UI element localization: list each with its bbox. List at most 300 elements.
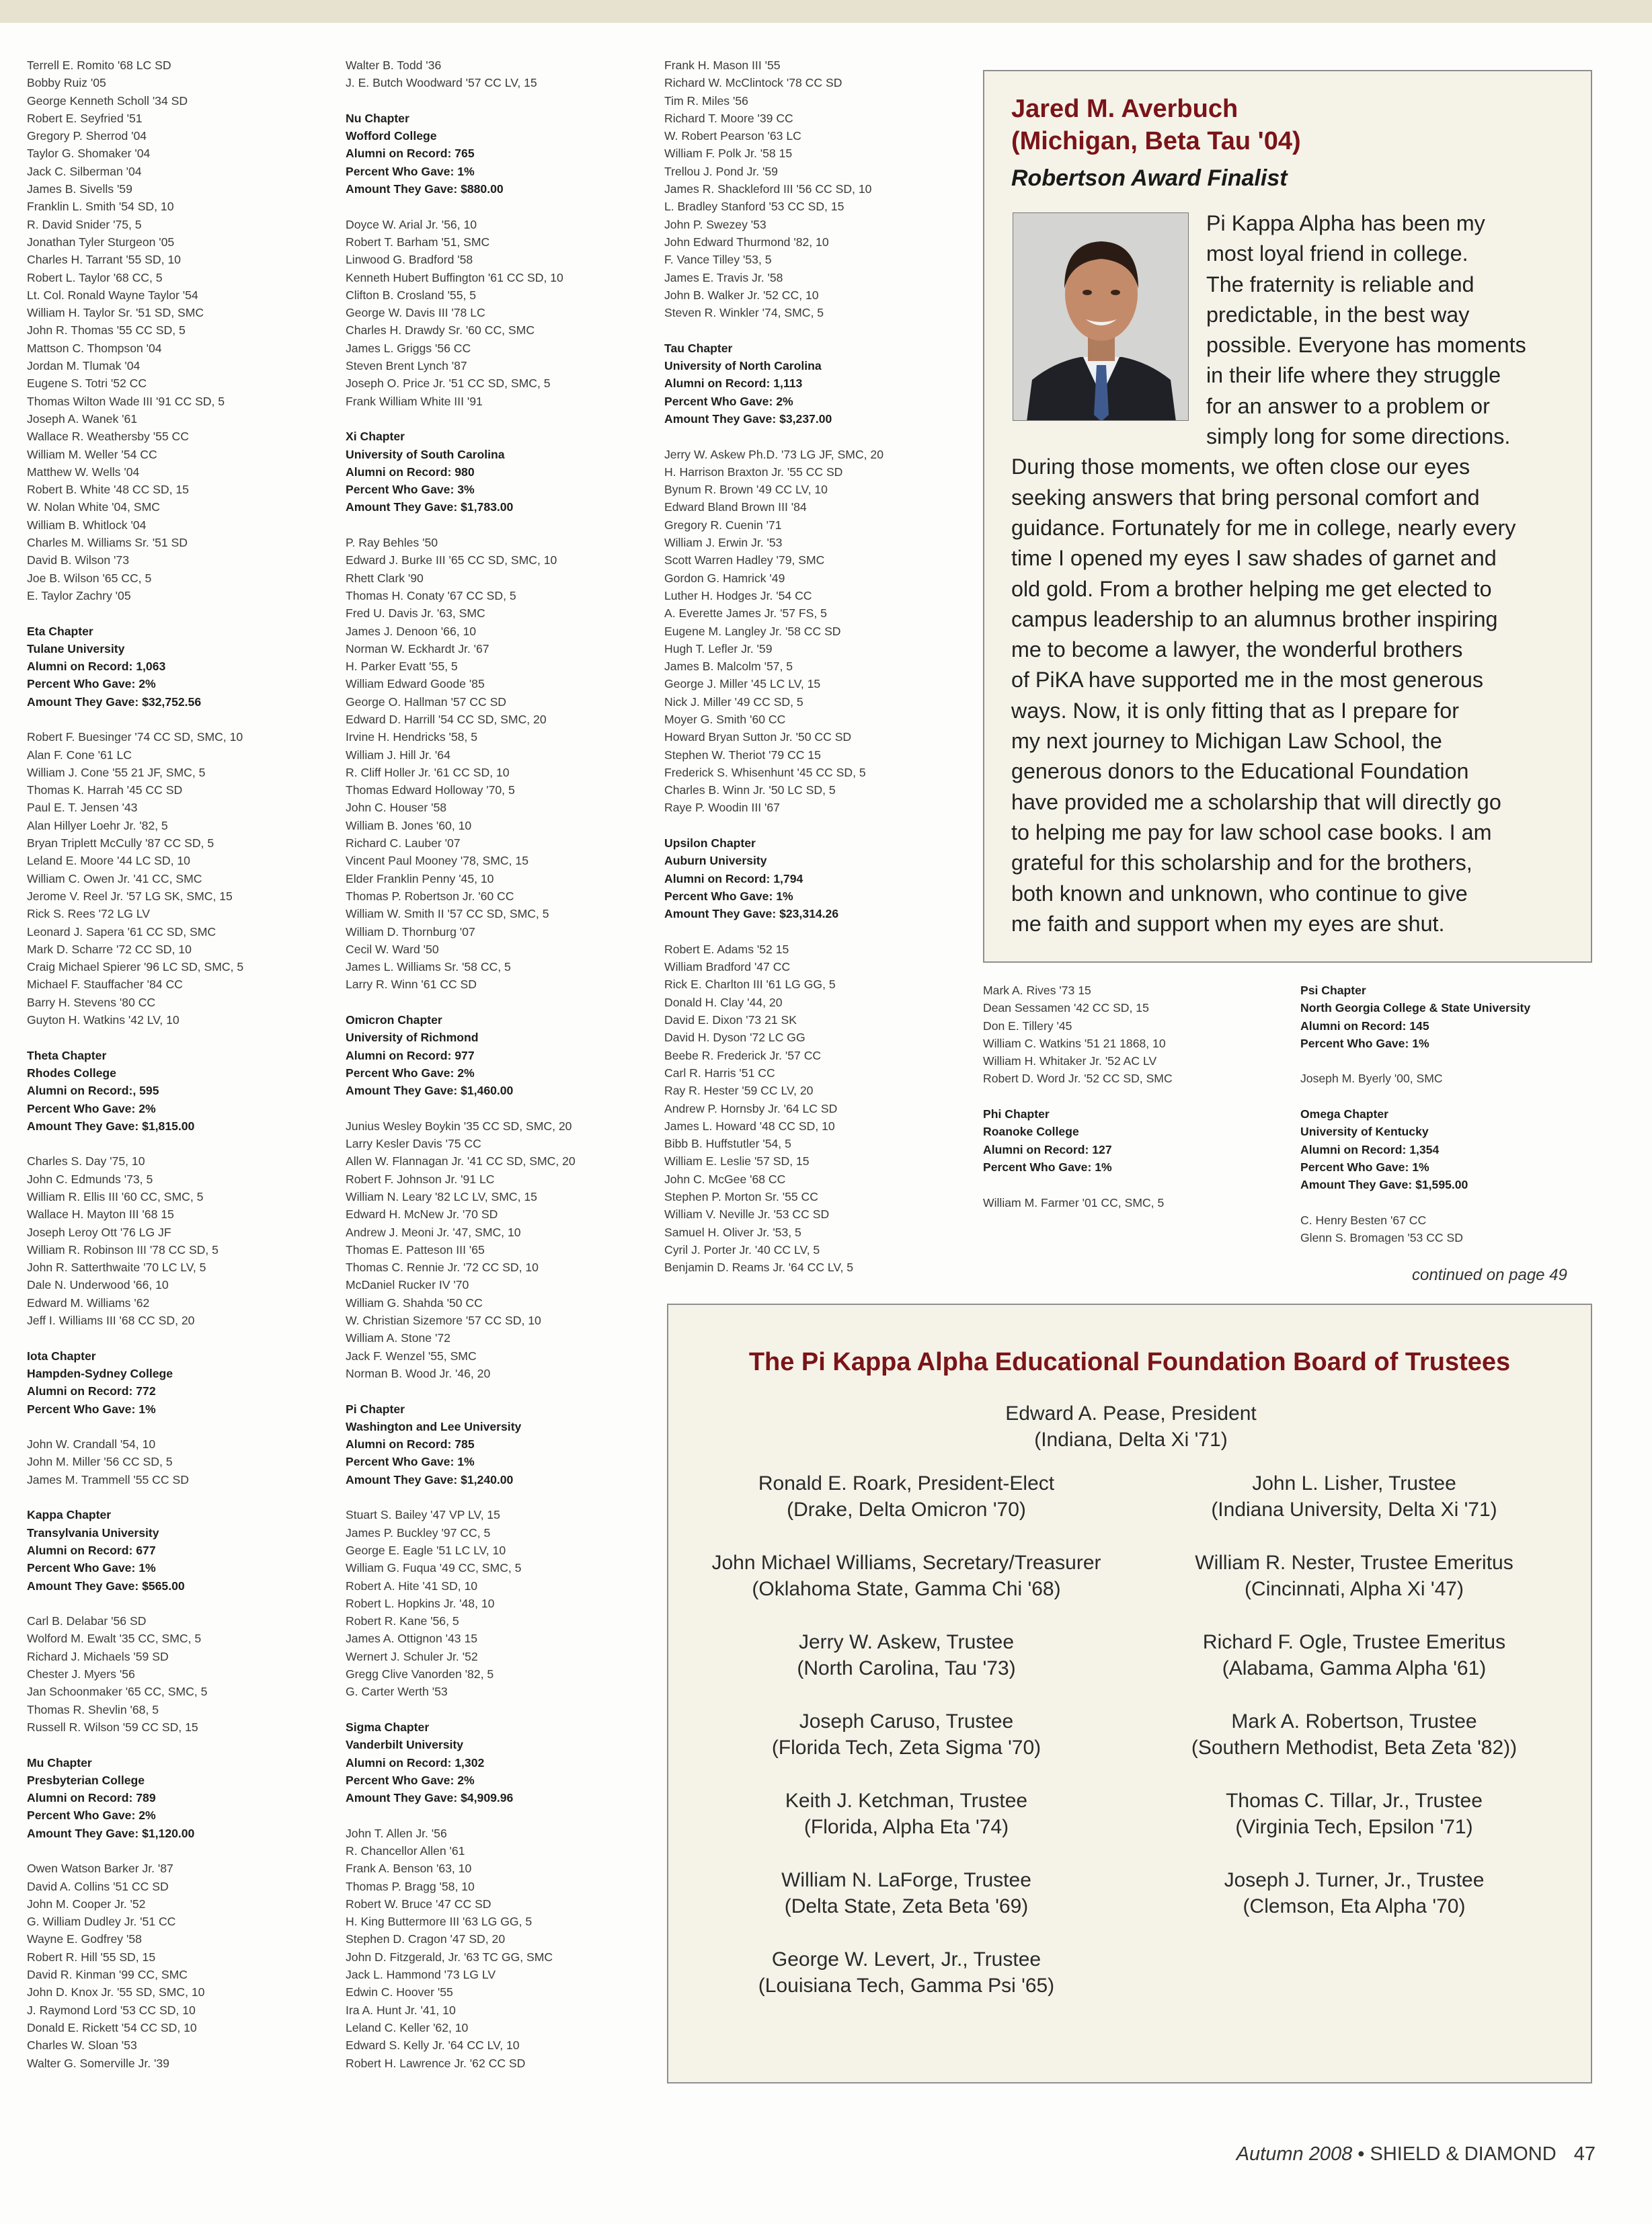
donor-column-5 (1300, 982, 1616, 1246)
donor-entry: Jan Schoonmaker '65 CC, SMC, 5 (27, 1685, 208, 1699)
chapter-info: Auburn University (664, 854, 767, 868)
donor-entry: Frank A. Benson '63, 10 (346, 1862, 472, 1876)
board-of-trustees (667, 1304, 1592, 2083)
donor-column-2 (346, 56, 662, 2072)
trustee-affiliation: (Indiana University, Delta Xi '71) (1211, 1499, 1497, 1521)
donor-entry: Frank William White III '91 (346, 394, 483, 408)
donor-entry: Jordan M. Tlumak '04 (27, 359, 141, 373)
spacer (1300, 1052, 1616, 1070)
chapter-info: Amount They Gave: $1,240.00 (346, 1472, 514, 1486)
chapter-info: University of North Carolina (664, 359, 822, 373)
quote-line: me faith and support when my eyes are shut. (1011, 911, 1445, 936)
donor-entry: William R. Robinson III '78 CC SD, 5 (27, 1242, 219, 1257)
donor-entry: David E. Dixon '73 21 SK (664, 1013, 797, 1027)
chapter-info: Upsilon Chapter (664, 836, 756, 850)
donor-entry: Stuart S. Bailey '47 VP LV, 15 (346, 1508, 500, 1522)
spacer (664, 321, 980, 339)
chapter-info: Percent Who Gave: 2% (664, 394, 793, 408)
continued-note: continued on page 49 (1412, 1266, 1567, 1284)
donor-entry: Wernert J. Schuler Jr. '52 (346, 1649, 478, 1663)
donor-entry: Russell R. Wilson '59 CC SD, 15 (27, 1720, 198, 1734)
donor-entry: Craig Michael Spierer '96 LC SD, SMC, 5 (27, 960, 244, 974)
donor-entry: Charles H. Drawdy Sr. '60 CC, SMC (346, 323, 535, 337)
profile-quote (1011, 208, 1576, 939)
donor-entry: William J. Erwin Jr. '53 (664, 536, 783, 550)
donor-entry: Thomas H. Conaty '67 CC SD, 5 (346, 588, 516, 602)
donor-entry: Barry H. Stevens '80 CC (27, 995, 156, 1009)
donor-entry: George J. Miller '45 LC LV, 15 (664, 677, 821, 691)
donor-entry: Howard Bryan Sutton Jr. '50 CC SD (664, 730, 852, 744)
trustee-left-2 (684, 1629, 1128, 1681)
footer-bullet: • (1358, 2143, 1365, 2165)
trustee-right-1 (1132, 1550, 1576, 1602)
chapter-info: Alumni on Record: 1,063 (27, 660, 166, 674)
quote-line: time I opened my eyes I saw shades of garnet and (1011, 546, 1497, 571)
donor-entry: Alan F. Cone '61 LC (27, 748, 132, 762)
donor-entry: Gregg Clive Vanorden '82, 5 (346, 1667, 494, 1681)
donor-entry: Richard W. McClintock '78 CC SD (664, 76, 842, 90)
trustee-affiliation: (Louisiana Tech, Gamma Psi '65) (758, 1975, 1055, 1997)
quote-line: seeking answers that bring personal comfort and (1011, 485, 1480, 510)
donor-entry: Stephen P. Morton Sr. '55 CC (664, 1190, 818, 1203)
donor-entry: John B. Walker Jr. '52 CC, 10 (664, 288, 819, 302)
chapter-info: Alumni on Record: 980 (346, 465, 475, 479)
chapter-info: Eta Chapter (27, 624, 93, 638)
donor-entry: Linwood G. Bradford '58 (346, 253, 473, 267)
trustee-name: Edward A. Pease, President (1005, 1402, 1257, 1425)
donor-entry: Wolford M. Ewalt '35 CC, SMC, 5 (27, 1632, 202, 1646)
donor-entry: Edward Bland Brown III '84 (664, 500, 807, 514)
donor-entry: Terrell E. Romito '68 LC SD (27, 58, 171, 72)
donor-entry: William G. Fuqua '49 CC, SMC, 5 (346, 1561, 522, 1575)
trustee-name: William N. LaForge, Trustee (781, 1869, 1031, 1891)
spacer (346, 1806, 662, 1824)
donor-entry: James R. Shackleford III '56 CC SD, 10 (664, 182, 872, 196)
donor-entry: Alan Hillyer Loehr Jr. '82, 5 (27, 818, 168, 832)
chapter-info: Presbyterian College (27, 1773, 145, 1787)
donor-entry: William G. Shahda '50 CC (346, 1296, 483, 1310)
chapter-info: Kappa Chapter (27, 1508, 112, 1522)
trustee-affiliation: (Florida Tech, Zeta Sigma '70) (771, 1737, 1041, 1759)
donor-entry: Charles S. Day '75, 10 (27, 1154, 145, 1168)
profile-name-line: Jared M. Averbuch (1011, 95, 1238, 123)
trustee-left-1 (684, 1550, 1128, 1602)
donor-entry: William J. Cone '55 21 JF, SMC, 5 (27, 765, 206, 779)
donor-column-3 (664, 56, 980, 1276)
quote-line: During those moments, we often close our eyes (1011, 454, 1470, 479)
donor-entry: John C. McGee '68 CC (664, 1172, 786, 1186)
quote-line: most loyal friend in college. (1206, 241, 1468, 266)
donor-entry: Andrew P. Hornsby Jr. '64 LC SD (664, 1101, 838, 1115)
donor-entry: Charles W. Sloan '53 (27, 2038, 137, 2053)
donor-entry: David H. Dyson '72 LC GG (664, 1031, 805, 1045)
chapter-info: Percent Who Gave: 1% (983, 1160, 1112, 1174)
donor-entry: Joseph A. Wanek '61 (27, 411, 138, 426)
donor-entry: Junius Wesley Boykin '35 CC SD, SMC, 20 (346, 1119, 572, 1133)
donor-entry: Leland E. Moore '44 LC SD, 10 (27, 854, 190, 868)
donor-entry: William H. Taylor Sr. '51 SD, SMC (27, 306, 204, 320)
donor-entry: Ray R. Hester '59 CC LV, 20 (664, 1084, 814, 1098)
donor-entry: Rick S. Rees '72 LG LV (27, 907, 150, 921)
board-title: The Pi Kappa Alpha Educational Foundation Board of Trustees (748, 1348, 1511, 1376)
page-number: 47 (1573, 2143, 1596, 2165)
spacer (346, 1100, 662, 1117)
chapter-info: University of Richmond (346, 1031, 479, 1045)
chapter-info: Alumni on Record: 765 (346, 147, 475, 161)
quote-line: have provided me a scholarship that will directly go (1011, 789, 1501, 814)
donor-entry: A. Everette James Jr. '57 FS, 5 (664, 606, 827, 621)
chapter-info: Amount They Gave: $880.00 (346, 182, 504, 196)
quote-line: me to become a lawyer, the wonderful brothers (1011, 637, 1463, 662)
donor-entry: John D. Fitzgerald, Jr. '63 TC GG, SMC (346, 1950, 553, 1964)
chapter-info: University of South Carolina (346, 447, 505, 461)
chapter-info: Percent Who Gave: 1% (346, 164, 475, 178)
chapter-info: Xi Chapter (346, 430, 405, 444)
chapter-info: Amount They Gave: $23,314.26 (664, 907, 839, 921)
donor-entry: Joe B. Wilson '65 CC, 5 (27, 571, 152, 585)
chapter-info: Percent Who Gave: 3% (346, 483, 475, 497)
donor-entry: Jerome V. Reel Jr. '57 LG SK, SMC, 15 (27, 889, 233, 903)
spacer (983, 1088, 1279, 1105)
trustee-affiliation: (Southern Methodist, Beta Zeta '82)) (1191, 1737, 1518, 1759)
donor-entry: William R. Ellis III '60 CC, SMC, 5 (27, 1190, 204, 1203)
chapter-info: Iota Chapter (27, 1349, 96, 1363)
trustee-right-5 (1132, 1867, 1576, 1919)
donor-entry: John R. Thomas '55 CC SD, 5 (27, 323, 186, 337)
quote-line: campus leadership to an alumnus brother inspiring (1011, 606, 1498, 631)
donor-entry: Michael F. Stauffacher '84 CC (27, 978, 183, 992)
donor-entry: Robert F. Johnson Jr. '91 LC (346, 1172, 495, 1186)
profile-award: Robertson Award Finalist (1011, 165, 1288, 191)
trustee-affiliation: (Clemson, Eta Alpha '70) (1243, 1895, 1466, 1917)
trustee-left-3 (684, 1708, 1128, 1761)
trustee-right-2 (1132, 1629, 1576, 1681)
donor-entry: Joseph O. Price Jr. '51 CC SD, SMC, 5 (346, 376, 551, 391)
donor-entry: Cecil W. Ward '50 (346, 942, 439, 956)
donor-entry: David R. Kinman '99 CC, SMC (27, 1968, 188, 1982)
donor-entry: H. King Buttermore III '63 LG GG, 5 (346, 1915, 533, 1929)
chapter-info: Percent Who Gave: 2% (346, 1773, 475, 1787)
donor-entry: Gordon G. Hamrick '49 (664, 571, 785, 585)
donor-entry: George E. Eagle '51 LC LV, 10 (346, 1543, 506, 1557)
donor-entry: Samuel H. Oliver Jr. '53, 5 (664, 1225, 801, 1239)
chapter-info: Amount They Gave: $1,783.00 (346, 500, 514, 514)
chapter-info: Alumni on Record: 789 (27, 1791, 156, 1805)
quote-line: of PiKA have supported me in the most generous (1011, 668, 1483, 692)
donor-entry: George O. Hallman '57 CC SD (346, 694, 507, 709)
donor-entry: Larry R. Winn '61 CC SD (346, 978, 477, 992)
donor-entry: Gregory P. Sherrod '04 (27, 129, 147, 143)
donor-entry: H. Parker Evatt '55, 5 (346, 660, 458, 674)
donor-entry: James P. Buckley '97 CC, 5 (346, 1525, 491, 1540)
chapter-info: Alumni on Record: 1,113 (664, 376, 803, 391)
donor-entry: William H. Whitaker Jr. '52 AC LV (983, 1054, 1157, 1068)
donor-entry: Thomas P. Bragg '58, 10 (346, 1879, 475, 1893)
chapter-info: North Georgia College & State University (1300, 1001, 1531, 1015)
donor-entry: Charles H. Tarrant '55 SD, 10 (27, 253, 181, 267)
donor-entry: McDaniel Rucker IV '70 (346, 1278, 469, 1292)
trustee-affiliation: (Florida, Alpha Eta '74) (803, 1816, 1009, 1838)
donor-column-1 (27, 56, 343, 2072)
donor-entry: Robert T. Barham '51, SMC (346, 235, 490, 249)
donor-entry: John W. Crandall '54, 10 (27, 1437, 156, 1452)
chapter-info: University of Kentucky (1300, 1125, 1429, 1139)
spacer (27, 1595, 343, 1612)
donor-entry: Edward M. Williams '62 (27, 1296, 150, 1310)
profile-name (1011, 93, 1301, 157)
donor-entry: Carl B. Delabar '56 SD (27, 1614, 147, 1628)
chapter-info: Washington and Lee University (346, 1419, 522, 1433)
donor-entry: Robert F. Buesinger '74 CC SD, SMC, 10 (27, 730, 243, 744)
page-footer (1236, 2143, 1596, 2166)
donor-entry: Taylor G. Shomaker '04 (27, 147, 151, 161)
donor-entry: William J. Hill Jr. '64 (346, 748, 450, 762)
trustee-left-5 (684, 1867, 1128, 1919)
donor-entry: Bobby Ruiz '05 (27, 76, 106, 90)
trustee-name: William R. Nester, Trustee Emeritus (1195, 1552, 1513, 1574)
trustee-left-6 (684, 1946, 1128, 1999)
chapter-info: Alumni on Record: 145 (1300, 1019, 1429, 1033)
donor-entry: Thomas Wilton Wade III '91 CC SD, 5 (27, 394, 225, 408)
spacer (346, 516, 662, 534)
donor-entry: J. E. Butch Woodward '57 CC LV, 15 (346, 76, 537, 90)
donor-entry: Charles M. Williams Sr. '51 SD (27, 536, 188, 550)
donor-entry: Kenneth Hubert Buffington '61 CC SD, 10 (346, 270, 563, 284)
quote-line: for an answer to a problem or (1206, 393, 1490, 418)
donor-entry: Leonard J. Sapera '61 CC SD, SMC (27, 924, 217, 939)
donor-entry: Richard T. Moore '39 CC (664, 111, 793, 125)
chapter-info: Vanderbilt University (346, 1738, 464, 1752)
donor-entry: Edward H. McNew Jr. '70 SD (346, 1207, 498, 1222)
chapter-info: Percent Who Gave: 2% (346, 1066, 475, 1080)
donor-entry: Bibb B. Huffstutler '54, 5 (664, 1137, 791, 1151)
chapter-info: Alumni on Record:, 595 (27, 1084, 159, 1098)
donor-entry: H. Harrison Braxton Jr. '55 CC SD (664, 465, 843, 479)
donor-entry: John C. Houser '58 (346, 801, 447, 815)
spacer (27, 1488, 343, 1506)
donor-entry: James L. Griggs '56 CC (346, 341, 471, 355)
donor-entry: Norman W. Eckhardt Jr. '67 (346, 641, 489, 656)
donor-entry: Jeff I. Williams III '68 CC SD, 20 (27, 1314, 195, 1328)
donor-entry: Dean Sessamen '42 CC SD, 15 (983, 1001, 1149, 1015)
donor-entry: Rhett Clark '90 (346, 571, 424, 585)
donor-entry: Gregory R. Cuenin '71 (664, 518, 782, 532)
donor-entry: R. David Snider '75, 5 (27, 217, 142, 231)
donor-entry: James B. Sivells '59 (27, 182, 132, 196)
donor-entry: Trellou J. Pond Jr. '59 (664, 164, 778, 178)
trustee-name: Joseph J. Turner, Jr., Trustee (1224, 1869, 1485, 1891)
quote-line: guidance. Fortunately for me in college, nearly every (1011, 515, 1516, 540)
donor-entry: William N. Leary '82 LC LV, SMC, 15 (346, 1190, 537, 1203)
donor-entry: John P. Swezey '53 (664, 217, 766, 231)
donor-entry: Moyer G. Smith '60 CC (664, 712, 786, 726)
chapter-info: Amount They Gave: $1,120.00 (27, 1826, 195, 1840)
donor-entry: Thomas R. Shevlin '68, 5 (27, 1702, 159, 1716)
quote-line: grateful for this scholarship and for the brothers, (1011, 850, 1472, 875)
spacer (346, 198, 662, 215)
donor-entry: Robert R. Hill '55 SD, 15 (27, 1950, 156, 1964)
donor-entry: William B. Whitlock '04 (27, 518, 147, 532)
donor-entry: William Bradford '47 CC (664, 960, 791, 974)
quote-line: generous donors to the Educational Foundation (1011, 759, 1469, 784)
donor-entry: Walter B. Todd '36 (346, 58, 442, 72)
donor-entry: E. Taylor Zachry '05 (27, 588, 131, 602)
donor-entry: Richard C. Lauber '07 (346, 836, 461, 850)
donor-entry: Robert R. Kane '56, 5 (346, 1614, 459, 1628)
trustee-name: Joseph Caruso, Trustee (799, 1710, 1014, 1733)
trustee-affiliation: (Cincinnati, Alpha Xi '47) (1245, 1578, 1464, 1600)
donor-entry: Norman B. Wood Jr. '46, 20 (346, 1366, 491, 1380)
donor-entry: Allen W. Flannagan Jr. '41 CC SD, SMC, 20 (346, 1154, 576, 1168)
donor-entry: Matthew W. Wells '04 (27, 465, 140, 479)
trustee-name: John L. Lisher, Trustee (1252, 1472, 1456, 1495)
donor-entry: Richard J. Michaels '59 SD (27, 1649, 169, 1663)
chapter-info: Percent Who Gave: 1% (664, 889, 793, 903)
donor-entry: Owen Watson Barker Jr. '87 (27, 1862, 173, 1876)
donor-entry: Edward D. Harrill '54 CC SD, SMC, 20 (346, 712, 547, 726)
donor-entry: Steven R. Winkler '74, SMC, 5 (664, 306, 824, 320)
quote-line: old gold. From a brother helping me get elected to (1011, 576, 1492, 601)
chapter-info: Alumni on Record: 1,794 (664, 871, 803, 885)
donor-entry: R. Cliff Holler Jr. '61 CC SD, 10 (346, 765, 510, 779)
chapter-info: Amount They Gave: $3,237.00 (664, 411, 832, 426)
donor-entry: Walter G. Somerville Jr. '39 (27, 2056, 169, 2070)
spacer (27, 604, 343, 622)
trustee-affiliation: (Delta State, Zeta Beta '69) (784, 1895, 1029, 1917)
donor-entry: James J. Denoon '66, 10 (346, 624, 477, 638)
donor-entry: Chester J. Myers '56 (27, 1667, 135, 1681)
issue-season: Autumn 2008 (1236, 2143, 1353, 2165)
chapter-info: Rhodes College (27, 1066, 116, 1080)
spacer (27, 1842, 343, 1860)
donor-entry: G. Carter Werth '53 (346, 1685, 448, 1699)
donor-entry: Elder Franklin Penny '45, 10 (346, 871, 494, 885)
donor-entry: P. Ray Behles '50 (346, 536, 438, 550)
chapter-info: Amount They Gave: $1,815.00 (27, 1119, 195, 1133)
donor-entry: William D. Thornburg '07 (346, 924, 475, 939)
spacer (346, 410, 662, 428)
donor-entry: Robert B. White '48 CC SD, 15 (27, 483, 189, 497)
trustee-affiliation: (Drake, Delta Omicron '70) (787, 1499, 1026, 1521)
chapter-info: Percent Who Gave: 1% (27, 1402, 156, 1416)
chapter-info: Alumni on Record: 977 (346, 1048, 475, 1062)
trustee-name: Mark A. Robertson, Trustee (1231, 1710, 1477, 1733)
quote-line: my next journey to Michigan Law School, the (1011, 729, 1442, 754)
donor-entry: Robert W. Bruce '47 CC SD (346, 1897, 491, 1911)
chapter-info: Nu Chapter (346, 111, 409, 125)
donor-entry: Thomas E. Patteson III '65 (346, 1242, 485, 1257)
donor-entry: Mark D. Scharre '72 CC SD, 10 (27, 942, 192, 956)
donor-entry: David A. Collins '51 CC SD (27, 1879, 169, 1893)
donor-entry: Larry Kesler Davis '75 CC (346, 1137, 481, 1151)
trustee-name: John Michael Williams, Secretary/Treasurer (711, 1552, 1101, 1574)
donor-entry: W. Christian Sizemore '57 CC SD, 10 (346, 1314, 541, 1328)
donor-entry: Jack C. Silberman '04 (27, 164, 142, 178)
donor-entry: James E. Travis Jr. '58 (664, 270, 783, 284)
donor-entry: Robert H. Lawrence Jr. '62 CC SD (346, 2056, 526, 2070)
trustee-name: Keith J. Ketchman, Trustee (785, 1790, 1028, 1812)
profile-chapter-line: (Michigan, Beta Tau '04) (1011, 127, 1301, 155)
trustee-right-3 (1132, 1708, 1576, 1761)
donor-entry: John M. Cooper Jr. '52 (27, 1897, 146, 1911)
donor-entry: Thomas P. Robertson Jr. '60 CC (346, 889, 514, 903)
donor-entry: Jack F. Wenzel '55, SMC (346, 1349, 477, 1363)
donor-entry: Cyril J. Porter Jr. '40 CC LV, 5 (664, 1242, 820, 1257)
donor-entry: Raye P. Woodin III '67 (664, 801, 780, 815)
spacer (664, 923, 980, 941)
donor-entry: F. Vance Tilley '53, 5 (664, 253, 772, 267)
chapter-info: Wofford College (346, 129, 437, 143)
donor-entry: Thomas Edward Holloway '70, 5 (346, 783, 515, 797)
donor-entry: Frederick S. Whisenhunt '45 CC SD, 5 (664, 765, 866, 779)
trustee-affiliation: (North Carolina, Tau '73) (797, 1657, 1016, 1679)
donor-entry: William F. Polk Jr. '58 15 (664, 147, 793, 161)
donor-entry: James B. Malcolm '57, 5 (664, 660, 793, 674)
quote-line: possible. Everyone has moments (1206, 333, 1526, 358)
donor-entry: James A. Ottignon '43 15 (346, 1632, 478, 1646)
trustee-name: Richard F. Ogle, Trustee Emeritus (1202, 1631, 1506, 1653)
trustee-left-4 (684, 1788, 1128, 1840)
donor-entry: R. Chancellor Allen '61 (346, 1843, 465, 1858)
quote-line: The fraternity is reliable and (1206, 272, 1474, 296)
spacer (346, 1488, 662, 1506)
donor-column-4 (983, 982, 1279, 1212)
donor-entry: George W. Davis III '78 LC (346, 306, 485, 320)
donor-entry: L. Bradley Stanford '53 CC SD, 15 (664, 200, 844, 214)
donor-entry: Joseph Leroy Ott '76 LG JF (27, 1225, 171, 1239)
chapter-info: Psi Chapter (1300, 984, 1366, 997)
chapter-info: Alumni on Record: 1,302 (346, 1755, 485, 1770)
trustee-name: Jerry W. Askew, Trustee (798, 1631, 1015, 1653)
donor-entry: John Edward Thurmond '82, 10 (664, 235, 829, 249)
donor-entry: Dale N. Underwood '66, 10 (27, 1278, 169, 1292)
donor-entry: Edwin C. Hoover '55 (346, 1985, 453, 1999)
quote-line: to helping me pay for law school case books. I am (1011, 820, 1492, 844)
donor-entry: Robert D. Word Jr. '52 CC SD, SMC (983, 1072, 1173, 1086)
donor-entry: Thomas C. Rennie Jr. '72 CC SD, 10 (346, 1261, 539, 1275)
quote-line: predictable, in the best way (1206, 302, 1470, 327)
donor-entry: Lt. Col. Ronald Wayne Taylor '54 (27, 288, 198, 302)
spacer (27, 1736, 343, 1753)
spacer (1300, 1088, 1616, 1105)
donor-entry: Donald E. Rickett '54 CC SD, 10 (27, 2020, 197, 2034)
quote-line: Pi Kappa Alpha has been my (1206, 211, 1485, 235)
donor-entry: Eugene S. Totri '52 CC (27, 376, 147, 391)
donor-entry: Joseph M. Byerly '00, SMC (1300, 1072, 1443, 1086)
donor-entry: William Edward Goode '85 (346, 677, 485, 691)
chapter-info: Percent Who Gave: 1% (1300, 1036, 1429, 1050)
donor-entry: James M. Trammell '55 CC SD (27, 1472, 189, 1486)
chapter-info: Omicron Chapter (346, 1013, 442, 1027)
chapter-info: Transylvania University (27, 1525, 159, 1540)
donor-entry: Charles B. Winn Jr. '50 LC SD, 5 (664, 783, 836, 797)
donor-entry: Steven Brent Lynch '87 (346, 359, 467, 373)
donor-entry: W. Nolan White '04, SMC (27, 500, 160, 514)
donor-entry: J. Raymond Lord '53 CC SD, 10 (27, 2003, 196, 2017)
spacer (983, 1176, 1279, 1193)
page-top-edge (0, 0, 1652, 23)
donor-entry: Stephen D. Cragon '47 SD, 20 (346, 1932, 506, 1946)
trustee-name: Thomas C. Tillar, Jr., Trustee (1226, 1790, 1483, 1812)
donor-entry: Jack L. Hammond '73 LG LV (346, 1968, 496, 1982)
trustee-affiliation: (Oklahoma State, Gamma Chi '68) (752, 1578, 1061, 1600)
spacer (346, 1382, 662, 1400)
donor-entry: Irvine H. Hendricks '58, 5 (346, 730, 477, 744)
donor-entry: Wallace R. Weathersby '55 CC (27, 430, 189, 444)
donor-entry: John D. Knox Jr. '55 SD, SMC, 10 (27, 1985, 205, 1999)
chapter-info: Amount They Gave: $4,909.96 (346, 1791, 514, 1805)
spacer (27, 1329, 343, 1347)
